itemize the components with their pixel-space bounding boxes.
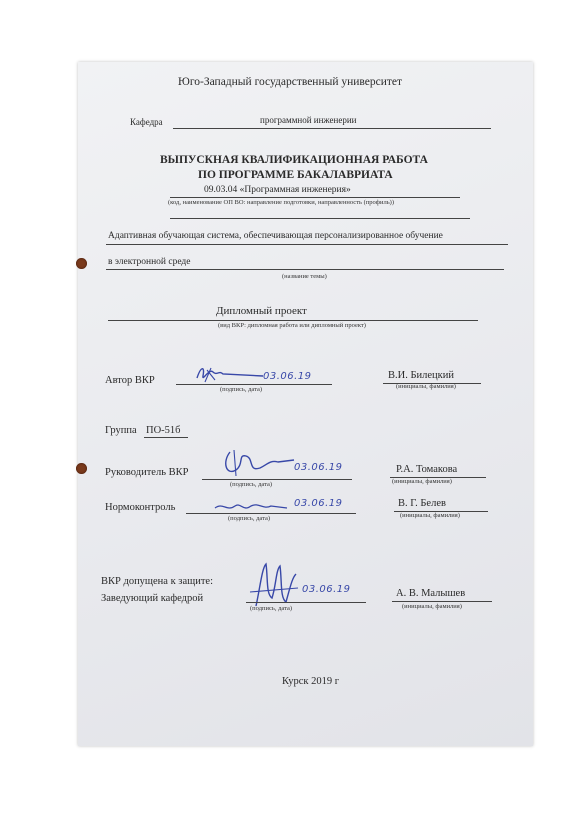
supervisor-date: 03.06.19	[294, 462, 343, 473]
work-type-caption: (вид ВКР: дипломная работа или дипломный проект)	[218, 322, 366, 329]
admitted-line-2: Заведующий кафедрой	[101, 593, 204, 604]
normcontrol-sign-underline	[186, 513, 356, 514]
author-name: В.И. Билецкий	[388, 370, 454, 381]
normcontrol-date: 03.06.19	[294, 498, 343, 509]
group-value: ПО-51б	[146, 425, 181, 436]
work-type-underline	[108, 320, 478, 321]
title-line-2: ПО ПРОГРАММЕ БАКАЛАВРИАТА	[198, 169, 393, 181]
author-sign-underline	[176, 384, 332, 385]
program-underline	[170, 197, 460, 198]
city-year: Курск 2019 г	[282, 676, 340, 687]
topic-underline-1	[106, 244, 508, 245]
department-value: программной инженерии	[260, 115, 357, 125]
group-label: Группа	[105, 425, 137, 436]
topic-caption: (название темы)	[282, 273, 327, 280]
supervisor-sign-underline	[202, 479, 352, 480]
punch-hole-bottom	[76, 463, 87, 474]
head-date: 03.06.19	[302, 584, 351, 595]
department-underline	[173, 128, 491, 129]
program-caption: (код, наименование ОП ВО: направление подготовки, направленность (профиль))	[168, 199, 394, 206]
author-date: 03.06.19	[263, 371, 312, 382]
punch-hole-top	[76, 258, 87, 269]
normcontrol-label: Нормоконтроль	[105, 502, 176, 513]
head-sig-caption: (подпись, дата)	[250, 605, 293, 612]
supervisor-label: Руководитель ВКР	[105, 467, 189, 478]
title-line-1: ВЫПУСКНАЯ КВАЛИФИКАЦИОННАЯ РАБОТА	[160, 154, 428, 166]
program-code: 09.03.04 «Программная инженерия»	[204, 185, 351, 195]
head-name-underline	[392, 601, 492, 602]
topic-underline-2	[106, 269, 504, 270]
author-name-caption: (инициалы, фамилия)	[396, 383, 456, 390]
normcontrol-name-caption: (инициалы, фамилия)	[400, 512, 460, 519]
author-sig-caption: (подпись, дата)	[220, 386, 263, 393]
topic-line-2: в электронной среде	[108, 257, 191, 267]
head-name: А. В. Малышев	[396, 588, 466, 599]
department-label: Кафедра	[130, 117, 163, 127]
supervisor-sig-caption: (подпись, дата)	[230, 481, 273, 488]
blank-underline	[170, 218, 470, 219]
university-name: Юго-Западный государственный университет	[178, 76, 403, 88]
supervisor-name-caption: (инициалы, фамилия)	[392, 478, 452, 485]
normcontrol-name: В. Г. Белев	[398, 498, 446, 509]
work-type: Дипломный проект	[216, 305, 307, 317]
head-sign-underline	[246, 602, 366, 603]
document-page	[78, 62, 533, 746]
head-name-caption: (инициалы, фамилия)	[402, 603, 462, 610]
author-signature	[193, 362, 273, 386]
group-underline	[144, 437, 188, 438]
supervisor-name: Р.А. Томакова	[396, 464, 458, 475]
author-label: Автор ВКР	[105, 375, 155, 386]
topic-line-1: Адаптивная обучающая система, обеспечивающая персонализированное обучение	[108, 231, 443, 241]
normcontrol-sig-caption: (подпись, дата)	[228, 515, 271, 522]
admitted-line-1: ВКР допущена к защите:	[101, 576, 213, 587]
supervisor-signature	[218, 446, 298, 480]
